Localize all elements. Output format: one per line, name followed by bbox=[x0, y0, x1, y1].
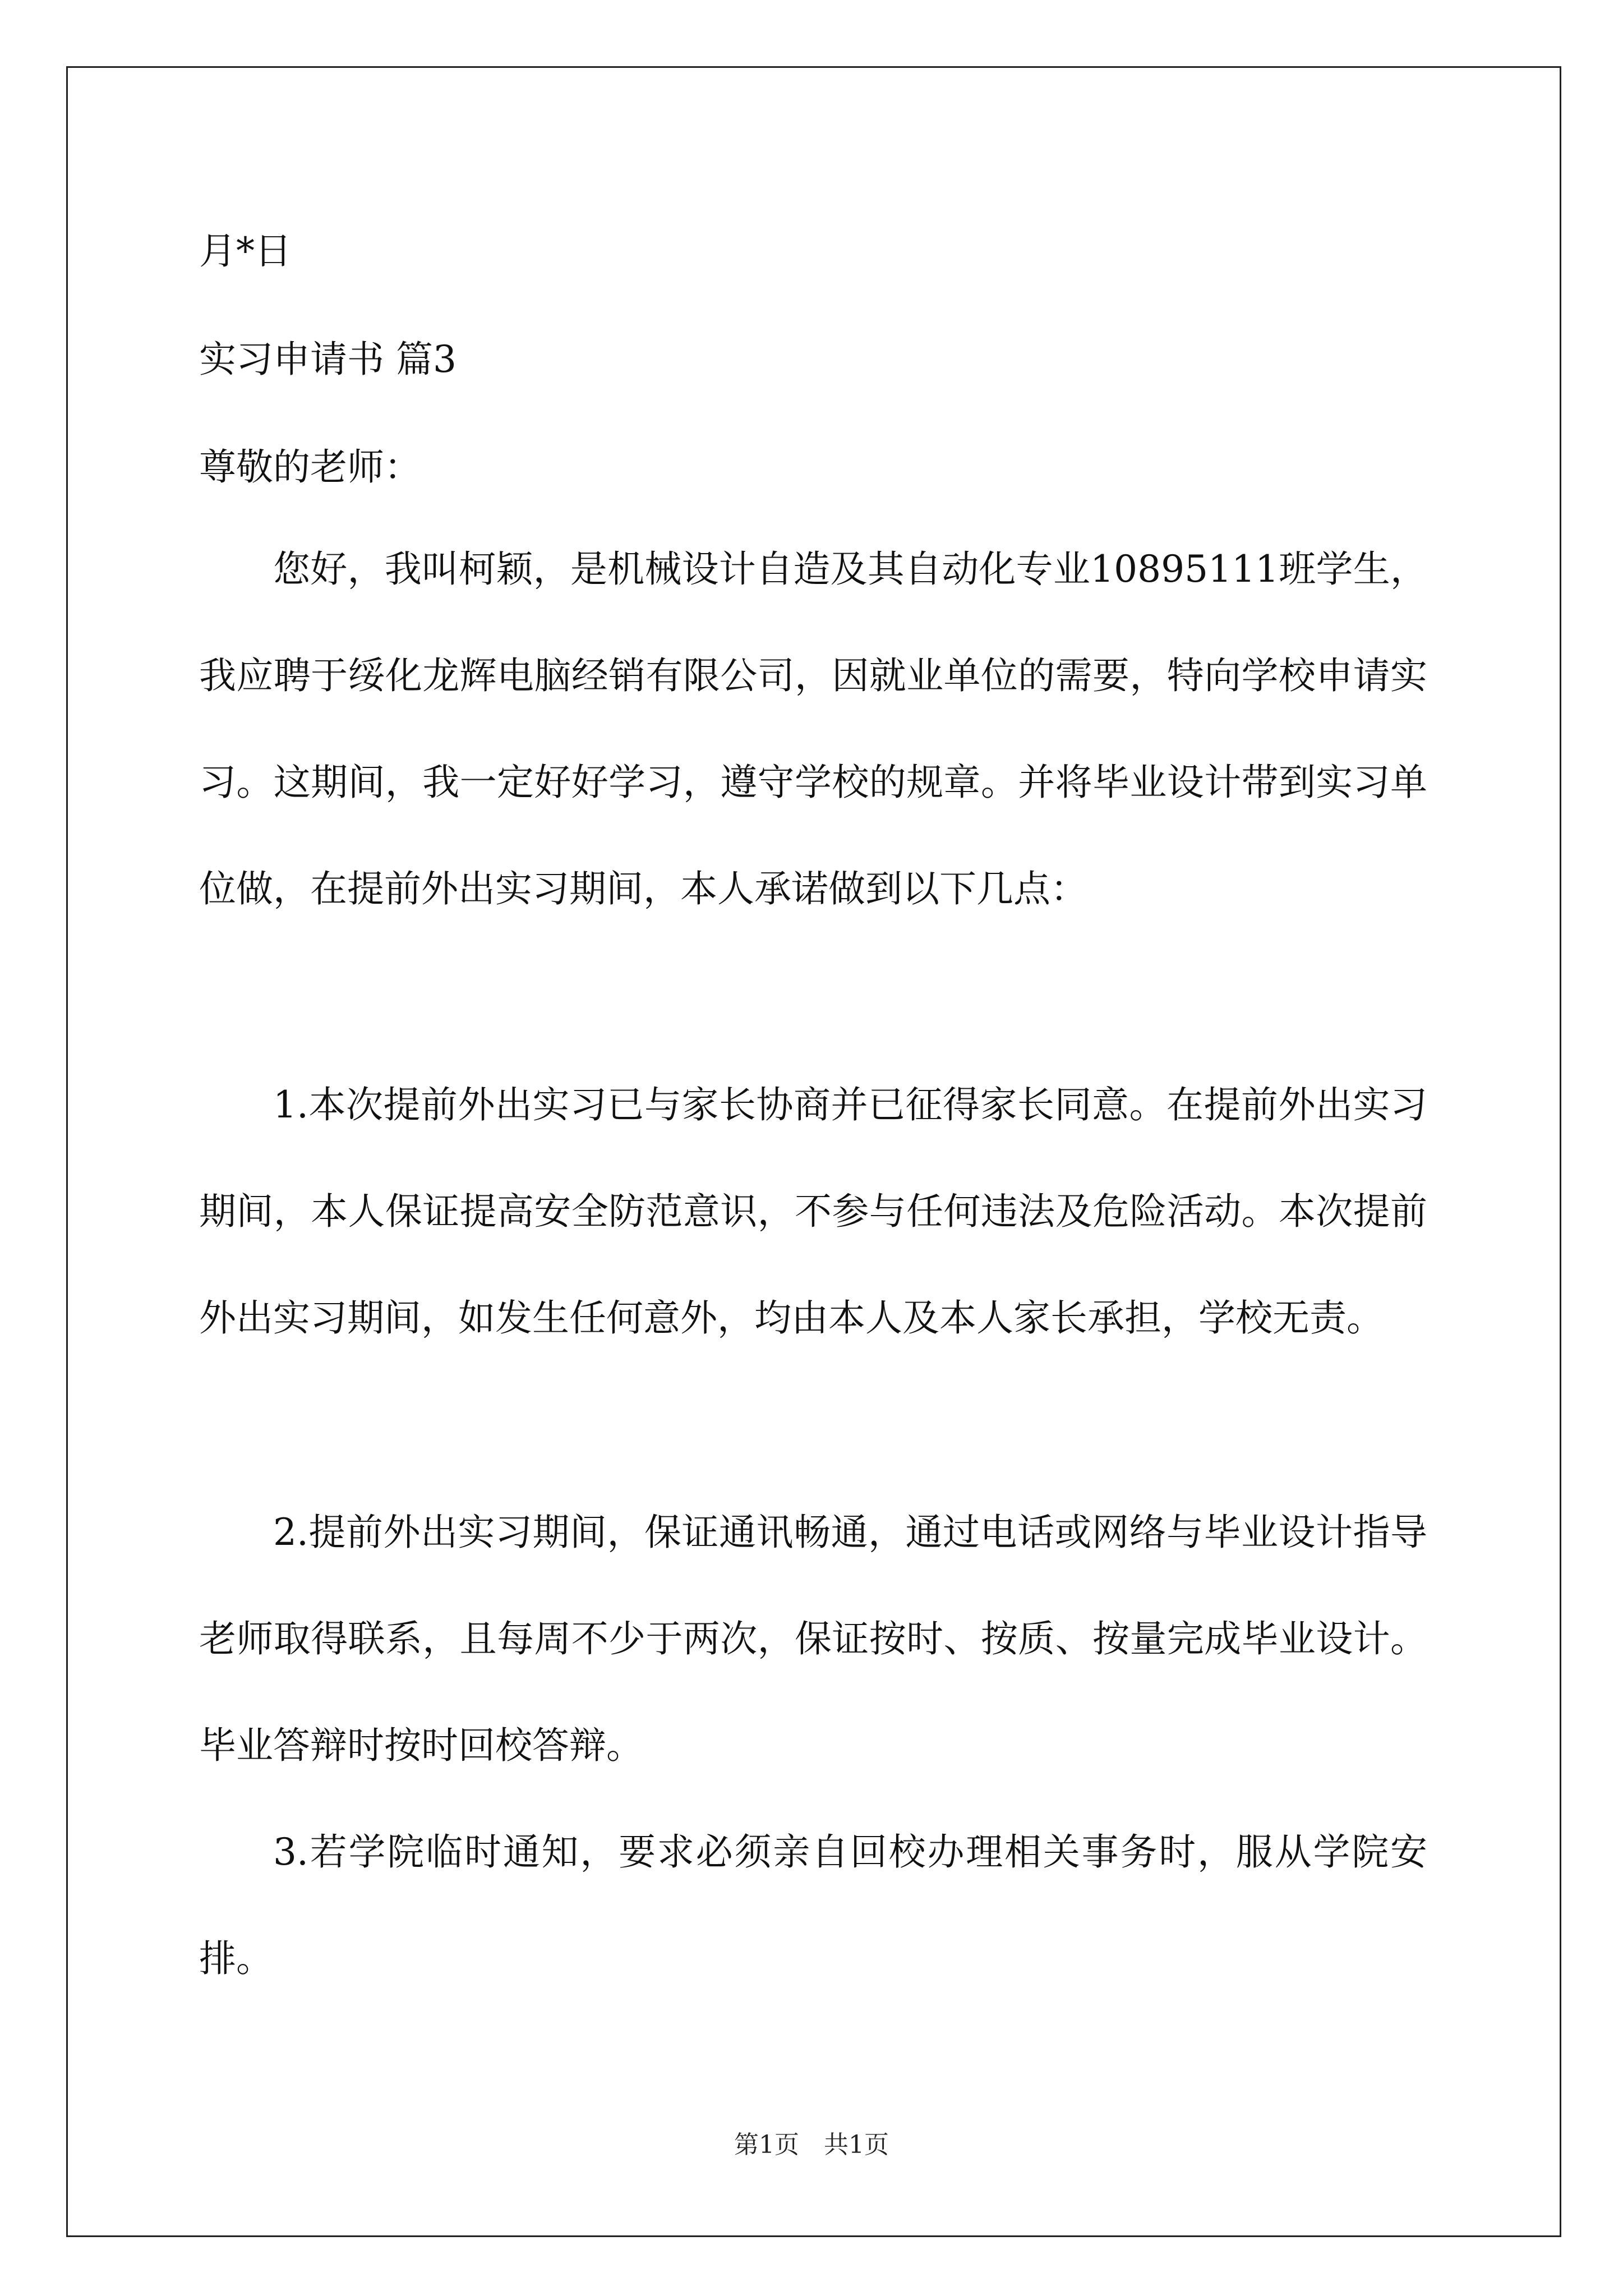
paragraph-item-1: 1.本次提前外出实习已与家长协商并已征得家长同意。在提前外出实习期间，本人保证提高安全防范意识，不参与任何违法及危险活动。本次提前外出实习期间，如发生任何意外，均由本人及本人家长承担，学校无责。 bbox=[199, 1083, 1427, 1340]
paragraph-item-2: 2.提前外出实习期间，保证通讯畅通，通过电话或网络与毕业设计指导老师取得联系，且每周不少于两次，保证按时、按质、按量完成毕业设计。毕业答辩时按时回校答辩。 bbox=[199, 1511, 1427, 1767]
paragraph-item-3: 3.若学院临时通知，要求必须亲自回校办理相关事务时，服从学院安排。 bbox=[199, 1830, 1427, 1980]
date-line: 月*日 bbox=[199, 229, 292, 273]
page-number-footer: 第1页 共1页 bbox=[734, 2131, 889, 2159]
paragraph-intro: 您好，我叫柯颖，是机械设计自造及其自动化专业10895111班学生，我应聘于绥化龙辉电脑经销有限公司，因就业单位的需要，特向学校申请实习。这期间，我一定好好学习，遵守学校的规章。并将毕业设计带到实习单位做，在提前外出实习期间，本人承诺做到以下几点： bbox=[199, 547, 1427, 910]
salutation: 尊敬的老师： bbox=[199, 445, 421, 489]
document-heading: 实习申请书 篇3 bbox=[199, 338, 457, 381]
